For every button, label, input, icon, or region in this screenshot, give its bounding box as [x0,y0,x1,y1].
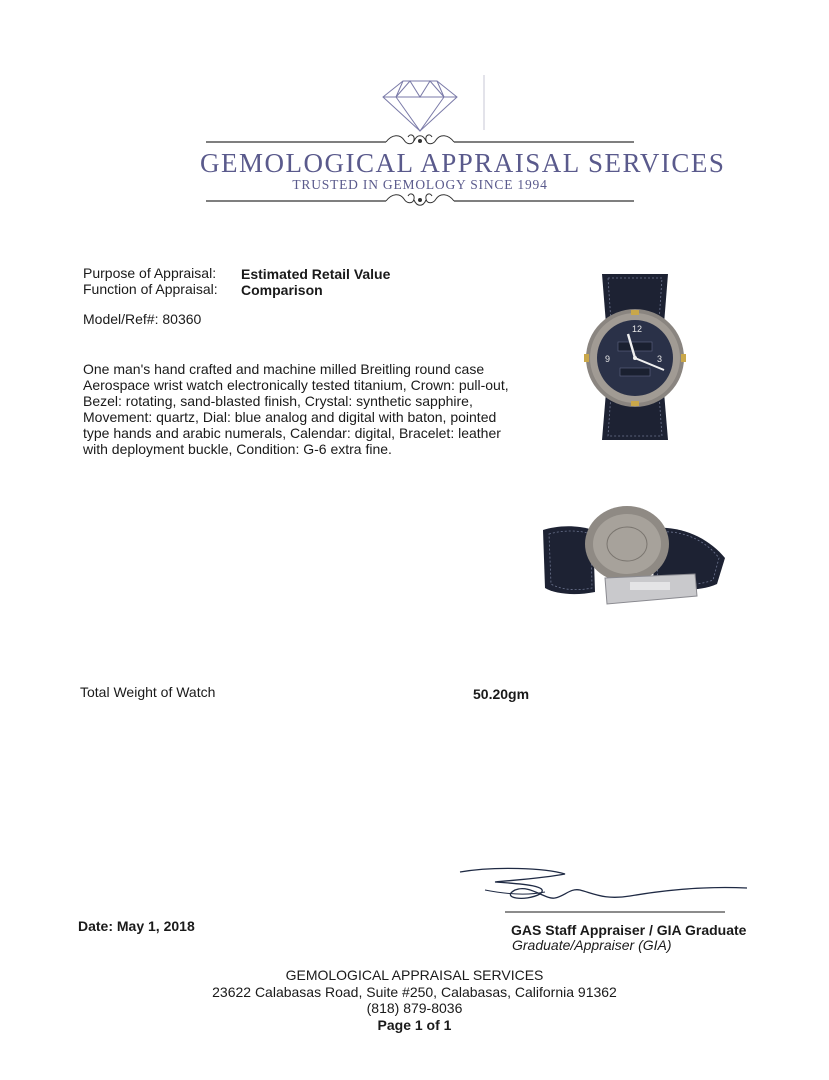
footer-company: GEMOLOGICAL APPRAISAL SERVICES [285,967,544,983]
page-number: Page 1 of 1 [377,1017,452,1033]
company-name: GEMOLOGICAL APPRAISAL SERVICES [200,148,726,178]
appraiser-subtitle: Graduate/Appraiser (GIA) [512,937,672,953]
footer-address: 23622 Calabasas Road, Suite #250, Calabasas, California 91362 [212,984,617,1000]
appraiser-signature [455,860,755,920]
top-ornament-rule [206,135,634,144]
watch-front-photo [560,272,710,442]
svg-text:12: 12 [632,324,643,334]
weight-value: 50.20gm [473,686,530,702]
footer-phone: (818) 879-8036 [366,1000,463,1016]
svg-text:3: 3 [657,354,663,364]
model-value: 80360 [162,311,202,327]
model-ref [83,311,201,327]
svg-text:9: 9 [605,354,611,364]
company-logo [200,70,726,220]
item-description: One man's hand crafted and machine milled Breitling round case Aerospace wrist watch electronically tested titanium, Crown: pull-out, Bezel: rotating, sand-blasted finish, Crystal: synthetic sapphire, Movement: quartz, Dial: blue analog and digital with baton, pointed type hands and arabic numerals, Calendar: digital, Bracelet: leather with deployment buckle, Condition: G-6 extra fine. [83,361,509,458]
function-label: Function of Appraisal: [83,281,218,297]
model-label: Model/Ref#: [83,311,159,327]
purpose-label: Purpose of Appraisal: [83,265,217,281]
appraiser-title: GAS Staff Appraiser / GIA Graduate [511,922,747,938]
purpose-value: Estimated Retail Value [241,266,391,282]
watch-back-photo [535,500,735,620]
appraisal-date: Date: May 1, 2018 [78,918,195,934]
weight-label: Total Weight of Watch [80,684,216,700]
diamond-icon [383,81,457,131]
bottom-ornament-rule [206,194,634,205]
function-value: Comparison [241,282,323,298]
company-tagline: TRUSTED IN GEMOLOGY SINCE 1994 [292,177,548,192]
